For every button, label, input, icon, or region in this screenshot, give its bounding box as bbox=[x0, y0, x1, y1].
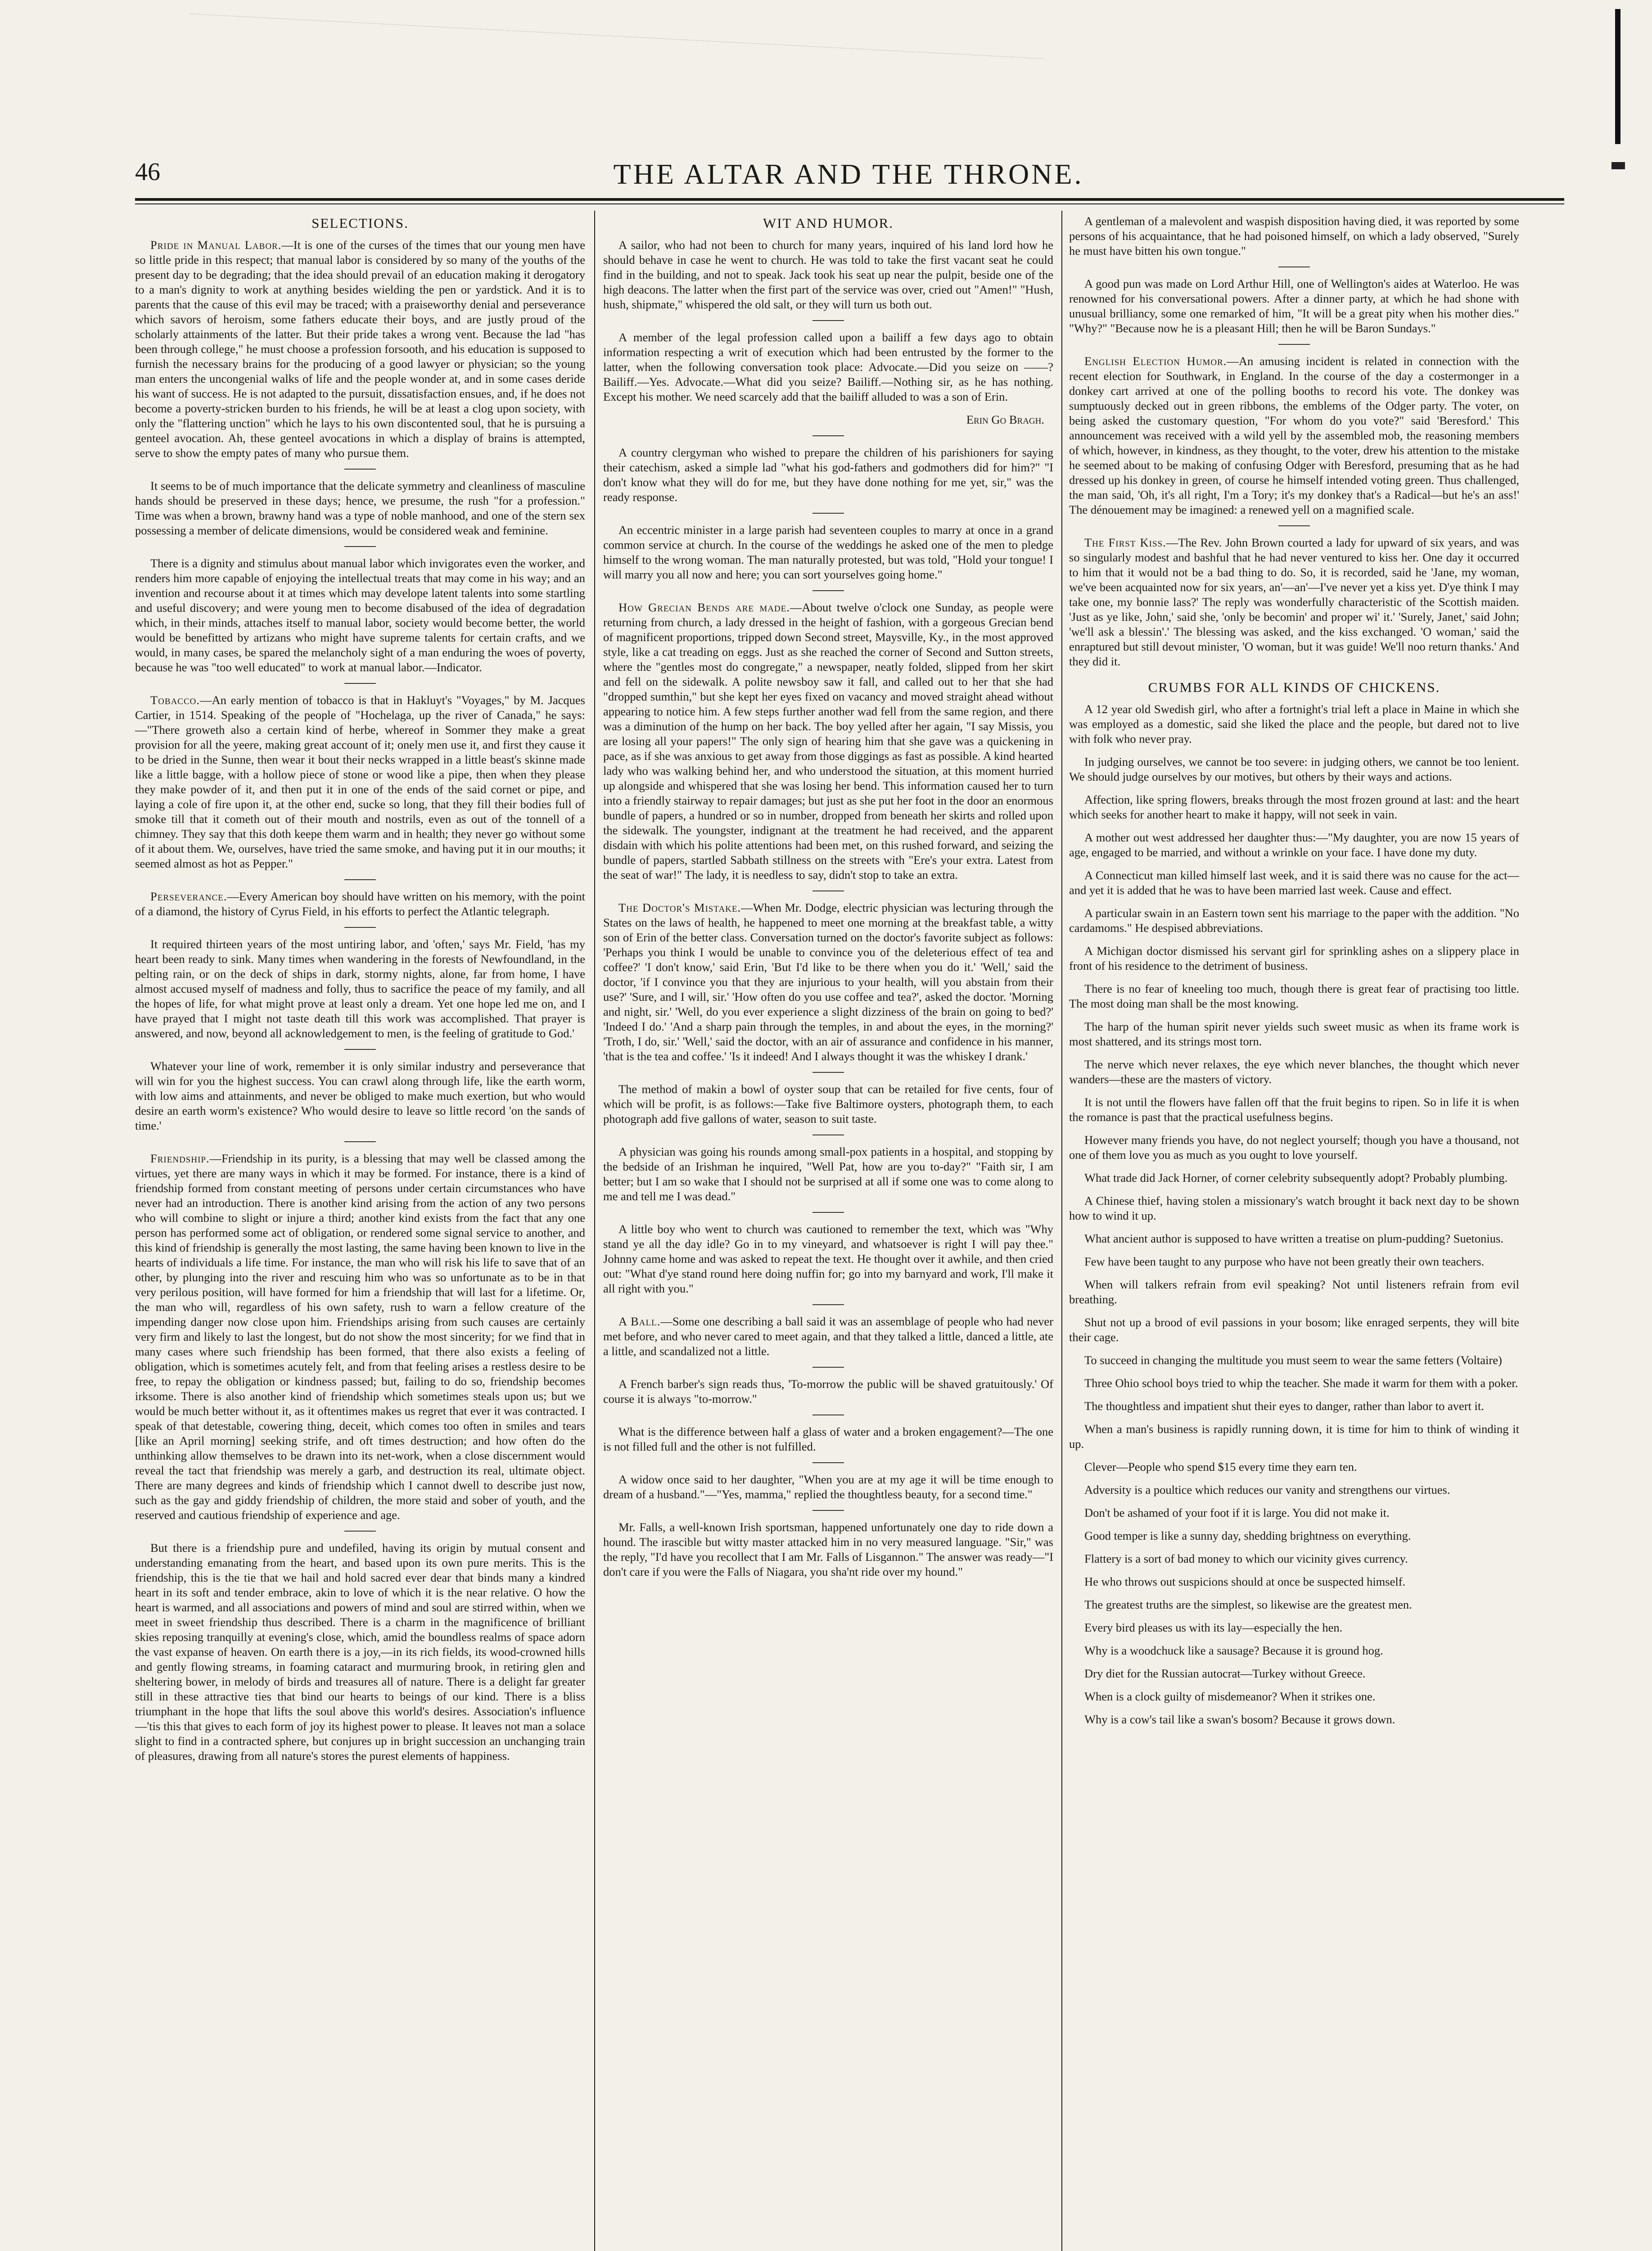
article-text: It seems to be of much importance that the delicate symmetry and cleanliness of masculine hands should be preserved in these days; hence, we presume, the rush "for a profession." Time was when a brown, brawny hand was a type of noble manhood, and one of the stern sex possessing a member of delicate dimensions, would be considered weak and feminine. bbox=[135, 479, 585, 537]
article-text: —Friendship in its purity, is a blessing that may well be classed among the virtues, yet there are many ways in which it may be formed. For instance, there is a kind of friendship formed from constant meeting of persons under certain circumstances who have never had an introduction. There is another kind arising from the action of any two persons who will combine to slight or injure a third; another kind exists from the fact that any one person has performed some act of obligation, or rendered some signal service to another, and this kind of friendship is generally the most lasting, the same having been known to live in the hearts of individuals a life time. For instance, the man who will risk his life to save that of an other, by plunging into the river and rescuing him who was so unfortunate as to be in that very perilous position, will have formed for him a friendship that will last for a lifetime. Or, the man who will, regardless of his own safety, rush to warn a fellow creature of the impending danger now close upon him. Friendships arising from such causes are certainly very firm and likely to last the longest, but do not show the most sincerity; for we find that in many cases where such friendship has been formed, that there also exists a feeling of obligation, which is sometimes acutely felt, and from that feeling arises a restless desire to be free, to repay the obligation or kindness passed; but, failing to do so, friendship becomes irksome. There is also another kind of friendship which sometimes steals upon us; but we would be much better without it, as it oftentimes makes us regret that ever it was contracted. I speak of that detestable, cowering thing, deceit, which comes too often in smiles and tears [like an April morning] seeking strife, and oft times destruction; and how often do the unthinking allow themselves to be drawn into its net-work, when a close discernment would reveal the tact that friendship was merely a garb, and destruction its real, ultimate object. There are many degrees and kinds of friendship which I cannot dwell to describe just now, such as the gay and giddy friendship of children, the more staid and sober of youth, and the reserved and cautious friendship of experience and age. bbox=[135, 1152, 585, 1522]
article-separator bbox=[812, 1367, 844, 1368]
article-paragraph bbox=[1069, 702, 1519, 746]
article-paragraph bbox=[1069, 1551, 1519, 1566]
article-text: The nerve which never relaxes, the eye which never blanches, the thought which never wanders—these are the masters of victory. bbox=[1069, 1058, 1519, 1086]
article-separator bbox=[1278, 344, 1310, 345]
article-text: When is a clock guilty of misdemeanor? When it strikes one. bbox=[1084, 1690, 1376, 1703]
article-text: Clever—People who spend $15 every time they earn ten. bbox=[1084, 1460, 1357, 1474]
article-separator bbox=[344, 879, 376, 880]
article-text: An eccentric minister in a large parish had seventeen couples to marry at once in a grand common service at church. In the course of the weddings he asked one of the men to pledge himself to the wrong woman. The man naturally protested, but was told, "Hold your tongue! I will marry you all now and here; you can sort yourselves going home." bbox=[603, 523, 1053, 581]
article-text: Flattery is a sort of bad money to which our vicinity gives currency. bbox=[1084, 1552, 1408, 1565]
article-paragraph bbox=[603, 1377, 1053, 1406]
column-selections bbox=[135, 214, 585, 2251]
article-paragraph bbox=[1069, 944, 1519, 973]
scan-edge-bar bbox=[1615, 9, 1620, 144]
article-text: A sailor, who had not been to church for many years, inquired of his land lord how he should behave in case he went to church. He was told to take the first vacant seat he could find in the building, and not to speak. Jack took his seat up near the pulpit, beside one of the high deacons. The latter when the first part of the service was over, cried out "Amen!" "Hush, hush, shipmate," whispered the old salt, or they will turn us both out. bbox=[603, 238, 1053, 311]
article-paragraph bbox=[1069, 1505, 1519, 1520]
page-header bbox=[135, 158, 1562, 189]
article-paragraph bbox=[1069, 1597, 1519, 1612]
article-text: A country clergyman who wished to prepare the children of his parishioners for saying their catechism, asked a simple lad "what his god-fathers and godmothers did for him?" "I don't know what they will do for me, but they have done nothing for me yet, sir," was the ready response. bbox=[603, 446, 1053, 504]
article-paragraph bbox=[1069, 1399, 1519, 1414]
article-text: When will talkers refrain from evil speaking? Not until listeners refrain from evil breathing. bbox=[1069, 1278, 1519, 1306]
article-text: Dry diet for the Russian autocrat—Turkey without Greece. bbox=[1084, 1667, 1366, 1680]
article-paragraph bbox=[1069, 830, 1519, 860]
article-separator bbox=[344, 1141, 376, 1142]
article-text: Good temper is like a sunny day, shedding brightness on everything. bbox=[1084, 1529, 1411, 1542]
article-separator bbox=[344, 1531, 376, 1532]
article-text: A member of the legal profession called upon a bailiff a few days ago to obtain information respecting a writ of execution which had been entrusted by the former to the latter, when the following conversation took place: Advocate.—Did you seize on ——? Bailiff.—Yes. Advocate.—What did you seize? Bailiff.—Nothing sir, as he has nothing. Except his mother. We need scarcely add that the bailiff alluded to was a son of Erin. bbox=[603, 330, 1053, 403]
article-paragraph bbox=[603, 1472, 1053, 1502]
article-text: A 12 year old Swedish girl, who after a fortnight's trial left a place in Maine in which she was employed as a domestic, said she liked the place and the people, but dared not to live with folk who never pray. bbox=[1069, 702, 1519, 746]
article-paragraph bbox=[1069, 1643, 1519, 1658]
article-paragraph bbox=[1069, 214, 1519, 258]
article-paragraph bbox=[135, 1059, 585, 1133]
article-paragraph bbox=[603, 900, 1053, 1064]
article-paragraph bbox=[1069, 1057, 1519, 1087]
article-paragraph bbox=[1069, 1376, 1519, 1391]
article-paragraph bbox=[1069, 1666, 1519, 1681]
article-paragraph bbox=[1069, 1019, 1519, 1049]
article-text: —The Rev. John Brown courted a lady for upward of six years, and was so singularly modest and bashful that he had never ventured to kiss her. One day it occurred to him that it would not be a bad thing to do. So, it is recorded, said he 'Jane, my woman, we've been acquainted now for six years, an'—an'—I've never yet a kiss yet. D'ye think I may take one, my bonnie lass?' The reply was wonderfully characteristic of the Scottish maiden. 'Just as ye like, John,' said she, 'only be becomin' and proper wi' it.' 'Surely, Janet,' said John; 'we'll ask a blessin'.' The blessing was asked, and the kiss exchanged. 'O woman,' said the enraptured but still devout minister, 'O woman, but it was guide! We'll noo return thanks.' And they did it. bbox=[1069, 536, 1519, 668]
article-separator bbox=[812, 320, 844, 321]
article-text: Three Ohio school boys tried to whip the teacher. She made it warm for them with a poker. bbox=[1084, 1376, 1518, 1390]
article-paragraph bbox=[1069, 1620, 1519, 1635]
article-text: To succeed in changing the multitude you must seem to wear the same fetters (Voltaire) bbox=[1084, 1353, 1502, 1367]
article-text: A particular swain in an Eastern town sent his marriage to the paper with the addition. "No cardamoms." He despised abbreviations. bbox=[1069, 906, 1519, 935]
article-lead: The First Kiss. bbox=[1084, 536, 1166, 549]
article-text: —An early mention of tobacco is that in Hakluyt's "Voyages," by M. Jacques Cartier, in 1514. Speaking of the people of "Hochelaga, up the river of Canada," he says:—"There groweth also a certain kind of herbe, whereof in Sommer they make a great provision for all the yeere, making great account of it; onely men use it, and first they cause it to be dried in the Sunne, then wear it bout their necks wrapped in a little beast's skinne made like a little bagge, with a hollow piece of stone or wood like a pipe, then when they please they make powder of it, and then put it in one of the ends of the said cornet or pipe, and laying a cole of fire upon it, at the other end, sucke so long, that they fill their bodies full of smoke till that it cometh out of their mouth and nostrils, even as out of the tonnell of a chimney. They say that this doth keepe them warm and in health; they never go without some of it about them. We, ourselves, have tried the same smoke, and having put it in our mouths; it seemed almost as hot as Pepper." bbox=[135, 693, 585, 870]
article-text: When a man's business is rapidly running down, it is time for him to think of winding it up. bbox=[1069, 1422, 1519, 1451]
article-paragraph bbox=[1069, 1689, 1519, 1704]
article-paragraph bbox=[135, 889, 585, 919]
article-paragraph bbox=[135, 479, 585, 538]
article-paragraph bbox=[1069, 906, 1519, 936]
article-paragraph bbox=[603, 1082, 1053, 1126]
article-text: In judging ourselves, we cannot be too severe: in judging others, we cannot be too lenient. We should judge ourselves by our motives, but others by their ways and actions. bbox=[1069, 755, 1519, 783]
article-paragraph bbox=[1069, 276, 1519, 336]
article-text: There is no fear of kneeling too much, though there is great fear of practising too little. The most doing man shall be the most knowing. bbox=[1069, 982, 1519, 1010]
article-text: It is not until the flowers have fallen off that the fruit begins to ripen. So in life it is when the romance is past that the practical usefulness begins. bbox=[1069, 1095, 1519, 1124]
article-text: Shut not up a brood of evil passions in your bosom; like enraged serpents, they will bite their cage. bbox=[1069, 1315, 1519, 1344]
article-separator bbox=[812, 590, 844, 591]
article-paragraph bbox=[1069, 1171, 1519, 1185]
article-lead: Friendship. bbox=[150, 1152, 210, 1165]
article-paragraph bbox=[1069, 1422, 1519, 1451]
article-separator bbox=[812, 513, 844, 514]
paper-title: THE ALTAR AND THE THRONE. bbox=[613, 158, 1084, 190]
article-paragraph bbox=[1069, 1712, 1519, 1727]
article-paragraph bbox=[1069, 1460, 1519, 1474]
article-paragraph bbox=[603, 445, 1053, 505]
article-text: But there is a friendship pure and undefiled, having its origin by mutual consent and understanding emanating from the heart, and based upon its own pure merits. This is the friendship, this is the tie that we hail and hold sacred ever dear that binds many a kindred heart in its soft and tender embrace, akin to love of which it is the near relative. O how the heart is warmed, and all associations and powers of mind and soul are stirred within, when we meet in sweet friendship thus described. There is a charm in the magnificence of brilliant skies reposing tranquilly at evening's close, which, amid the boundless realms of space adorn the vast expanse of heaven. On earth there is a joy,—in its rich fields, its wood-crowned hills and gently flowing streams, in foaming cataract and murmuring brook, in retiring glen and sheltering bower, in melody of birds and treasures all of nature. There is a delight far greater still in these attractive ties that bind our hearts to beings of our kind. There is a bliss triumphant in the hope that lifts the soul above this world's desires. Association's influence—'tis this that gives to each form of joy its highest power to please. It leaves not man a solace slight to find in a contracted sphere, but conjures up in bright succession an unchanging train of pleasures, drawing from all nature's stores the purest elements of happiness. bbox=[135, 1541, 585, 1763]
article-separator bbox=[344, 546, 376, 547]
article-paragraph bbox=[1069, 1277, 1519, 1307]
article-paragraph bbox=[1069, 755, 1519, 784]
article-separator bbox=[812, 890, 844, 891]
column-divider bbox=[1061, 211, 1062, 2251]
article-separator bbox=[812, 1212, 844, 1213]
article-separator bbox=[344, 927, 376, 928]
article-text: A Chinese thief, having stolen a missionary's watch brought it back next day to be shown how to wind it up. bbox=[1069, 1194, 1519, 1222]
article-paragraph bbox=[603, 1520, 1053, 1579]
article-text: What trade did Jack Horner, of corner celebrity subsequently adopt? Probably plumbing. bbox=[1084, 1171, 1508, 1184]
article-text: A widow once said to her daughter, "When you are at my age it will be time enough to dream of a husband."—"Yes, mamma," replied the thoughtless beauty, for a second time." bbox=[603, 1473, 1053, 1501]
article-paragraph bbox=[135, 693, 585, 871]
article-text: What ancient author is supposed to have written a treatise on plum-pudding? Suetonius. bbox=[1084, 1232, 1503, 1245]
article-paragraph bbox=[603, 1314, 1053, 1359]
article-lead: Perseverance. bbox=[150, 890, 227, 903]
paper-scratch-mark bbox=[190, 14, 1044, 61]
article-signature: Erin Go Bragh. bbox=[966, 413, 1044, 426]
article-text: Whatever your line of work, remember it is only similar industry and perseverance that will win for you the highest success. You can crawl along through life, like the earth worm, with low aims and attainments, and never be obliged to make much exertion, but who would desire an earth worm's existence? Who would desire to leave so little record 'on the sands of time.' bbox=[135, 1059, 585, 1132]
article-text: —About twelve o'clock one Sunday, as people were returning from church, a lady dressed in the height of fashion, with a gorgeous Grecian bend of magnificent proportions, tripped down Second street, Maysville, Ky., in the most approved style, like a cat treading on eggs. Just as she reached the corner of Second and Sutton streets, where the "gentles most do congregate," a newspaper, neatly folded, slipped from her skirt and fell on the sidewalk. A polite newsboy saw it fall, and called out to her that she had "dropped sumthin," but she kept her eyes fixed on vacancy and moved straight ahead without appearing to notice him. A few steps further another wad fell from the same region, and there was a diminution of the hump on her back. The boy yelled after her again, "I say Missis, you are losing all your papers!" The only sign of hearing him that she gave was a quickening in pace, as if she was anxious to get away from those diggings as fast as possible. A kind hearted lady who was walking behind her, and who understood the situation, at this moment hurried up alongside and whispered that she was losing her bend. This information caused her to turn into a friendly stairway to repair damages; but just as she put her foot in the door an enormous bundle of papers, a hundred or so in number, dropped from beneath her skirts and rolled upon the sidewalk. The youngster, indignant at the treatment he had received, and the apparent disdain with which his polite attentions had been met, on this rushed forward, and seizing the bundle of papers, startled Sabbath stillness on the streets with "Ere's your extra. Latest from the seat of war!" The lady, it is needless to say, didn't stop to take an extra. bbox=[603, 601, 1053, 881]
article-paragraph bbox=[135, 937, 585, 1041]
article-paragraph bbox=[1069, 535, 1519, 669]
section-heading: SELECTIONS. bbox=[311, 215, 409, 231]
article-paragraph bbox=[1069, 1231, 1519, 1246]
article-text: The thoughtless and impatient shut their eyes to danger, rather than labor to avert it. bbox=[1084, 1399, 1484, 1413]
article-text: A little boy who went to church was cautioned to remember the text, which was "Why stand ye all the day idle? Go in to my vineyard, and whatsoever is right I will pay thee." Johnny came home and was asked to repeat the text. He thought over it awhile, and then cried out: "What d'ye stand round here doing nuffin for; go into my barnyard and work, I'll make it all right with you." bbox=[603, 1222, 1053, 1295]
article-paragraph bbox=[135, 1541, 585, 1763]
article-text: Why is a cow's tail like a swan's bosom? Because it grows down. bbox=[1084, 1713, 1395, 1726]
header-rule-thin bbox=[135, 203, 1564, 204]
header-rule-thick bbox=[135, 198, 1564, 201]
article-text: A Michigan doctor dismissed his servant girl for sprinkling ashes on a slippery place in front of his residence to the detriment of business. bbox=[1069, 944, 1519, 972]
article-text: —It is one of the curses of the times that our young men have so little pride in this respect; that manual labor is considered by so many of the youths of the present day to be degrading; that the idea should prevail of an education making it derogatory to a man's dignity to work at anything besides wielding the pen or yardstick. And it is to parents that the cause of this evil may be traced; with a praiseworthy denial and perseverance which savors of heroism, some fathers educate their boys, and are justly proud of the scholarly attainments of the latter. But their pride takes a wrong vent. Because the lad "has been through college," he must choose a profession forsooth, and his education is supposed to furnish the necessary brains for the producing of a good lawyer or physician; so the young man enters the uncongenial walks of life and the people wonder at, and in some cases deride his want of success. He is not adapted to the pursuit, dissatisfaction ensues, and, if he does not become a poverty-stricken burden to his friends, he will be at least a clog upon society, with only the "flattering unction" which he lays to his own discontented soul, that he is pursuing a genteel avocation. Ah, these genteel avocations in which a display of brains is attempted, serve to show the empty pates of many who pursue them. bbox=[135, 238, 585, 460]
column-divider bbox=[594, 211, 595, 2251]
article-paragraph bbox=[1069, 1574, 1519, 1589]
article-lead: Tobacco. bbox=[150, 693, 200, 707]
article-paragraph bbox=[135, 238, 585, 461]
article-paragraph bbox=[1069, 1133, 1519, 1162]
article-paragraph bbox=[603, 238, 1053, 312]
article-text: —An amusing incident is related in connection with the recent election for Southwark, in England. In the course of the day a costermonger in a donkey cart arrived at one of the polling booths to record his vote. The donkey was sumptuously decked out in green ribbons, the emblems of the Odger party. The voter, on being asked the customary question, "For whom do you vote?" said 'Beresford.' This announcement was received with a wild yell by the assembled mob, the reasoning members of which, however, in kindness, as they thought, to the voter, drew his attention to the mistake he seemed about to be making of confusing Odger with Beresford, presuming that as he had dressed up his donkey in green, of course he himself intended voting green. Thus challenged, the man said, 'Oh, it's all right, I'm a Tory; it's my donkey that's a Radical—but he's an ass!' The dénouement may be imagined: a renewed yell on a magnified scale. bbox=[1069, 354, 1519, 516]
article-text: A French barber's sign reads thus, 'To-morrow the public will be shaved gratuitously.' Of course it is always "to-morrow." bbox=[603, 1377, 1053, 1406]
article-separator bbox=[344, 683, 376, 684]
article-text: Every bird pleases us with its lay—especially the hen. bbox=[1084, 1621, 1343, 1634]
article-text: Don't be ashamed of your foot if it is large. You did not make it. bbox=[1084, 1506, 1390, 1519]
article-lead: The Doctor's Mistake. bbox=[618, 901, 741, 914]
article-separator bbox=[812, 435, 844, 436]
article-paragraph bbox=[1069, 1353, 1519, 1368]
article-paragraph bbox=[603, 523, 1053, 582]
article-paragraph bbox=[1069, 981, 1519, 1011]
article-text: There is a dignity and stimulus about manual labor which invigorates even the worker, and renders him more capable of enjoying the intellectual treats that may come in his way; and an invention and recourse about it at times which may develope latent talents into some startling and useful discovery; and were young men to become disabused of the idea of degradation which, in their minds, attaches itself to manual labor, society would become better, the world would be benefitted by artizans who might have supreme talents for certain crafts, and we would, in many cases, be spared the melancholy sight of a man enduring the woes of poverty, because he was "too well educated" to work at manual labor.—Indicator. bbox=[135, 556, 585, 674]
article-text: Affection, like spring flowers, breaks through the most frozen ground at last: and the heart which seeks for another heart to make it happy, will not seek in vain. bbox=[1069, 793, 1519, 821]
article-paragraph bbox=[1069, 1528, 1519, 1543]
article-separator bbox=[344, 1049, 376, 1050]
article-text: A mother out west addressed her daughter thus:—"My daughter, you are now 15 years of age, engaged to be married, and without a wrinkle on your face. I have done my duty. bbox=[1069, 831, 1519, 859]
article-paragraph bbox=[603, 1424, 1053, 1454]
article-text: Adversity is a poultice which reduces our vanity and strengthens our virtues. bbox=[1084, 1483, 1450, 1496]
article-paragraph bbox=[1069, 354, 1519, 517]
article-paragraph bbox=[603, 330, 1053, 404]
article-separator bbox=[812, 1510, 844, 1511]
article-paragraph bbox=[1069, 1315, 1519, 1345]
article-lead: Pride in Manual Labor. bbox=[150, 238, 282, 252]
article-text: —Every American boy should have written on his memory, with the point of a diamond, the history of Cyrus Field, in his efforts to perfect the Atlantic telegraph. bbox=[135, 890, 585, 918]
article-separator bbox=[812, 1304, 844, 1305]
article-lead: A Ball. bbox=[618, 1315, 661, 1328]
article-separator bbox=[812, 1072, 844, 1073]
article-separator bbox=[812, 1462, 844, 1463]
article-lead: English Election Humor. bbox=[1084, 354, 1227, 368]
scan-edge-mark bbox=[1611, 162, 1625, 169]
article-paragraph bbox=[603, 1144, 1053, 1204]
article-text: Why is a woodchuck like a sausage? Because it is ground hog. bbox=[1084, 1644, 1383, 1657]
article-separator bbox=[344, 469, 376, 470]
article-lead: How Grecian Bends are made. bbox=[618, 601, 790, 614]
article-paragraph bbox=[603, 1222, 1053, 1296]
article-paragraph bbox=[1069, 792, 1519, 822]
article-paragraph bbox=[1069, 1095, 1519, 1125]
article-text: What is the difference between half a glass of water and a broken engagement?—The one is not filled full and the other is not fulfilled. bbox=[603, 1425, 1053, 1453]
article-paragraph bbox=[135, 1151, 585, 1523]
column-crumbs bbox=[1069, 214, 1519, 2251]
article-text: The harp of the human spirit never yields such sweet music as when its frame work is most shattered, and its strings most torn. bbox=[1069, 1020, 1519, 1048]
article-text: Few have been taught to any purpose who have not been greatly their own teachers. bbox=[1084, 1255, 1485, 1268]
article-text: —When Mr. Dodge, electric physician was lecturing through the States on the laws of health, he happened to meet one morning at the breakfast table, a witty son of Erin of the better class. Conversation turned on the doctor's favorite subject as follows: 'Perhaps you think I would be unable to convince you of the deleterious effect of tea and coffee?' 'I don't know,' said Erin, 'But I'd like to be there when you do it.' 'Well,' said the doctor, 'if I convince you that they are injurious to your health, will you abstain from their use?' 'Sure, and I will, sir.' 'How often do you use coffee and tea?', asked the doctor. 'Morning and night, sir.' 'Well, do you ever experience a slight dizziness of the brain on going to bed?' 'Indeed I do.' 'And a sharp pain through the temples, in and about the eyes, in the morning?' 'Troth, I do, sir.' 'Well,' said the doctor, with an air of assurance and confidence in his manner, 'that is the tea and coffee.' 'Is it indeed! And I always thought it was the whiskey I drank.' bbox=[603, 901, 1053, 1063]
column-wit-and-humor bbox=[603, 214, 1053, 2251]
article-paragraph bbox=[1069, 868, 1519, 898]
article-text: He who throws out suspicions should at once be suspected himself. bbox=[1084, 1575, 1406, 1588]
article-text: The method of makin a bowl of oyster soup that can be retailed for five cents, four of which will be profit, is as follows:—Take five Baltimore oysters, photograph them, to each photograph add five gallons of water, season to suit taste. bbox=[603, 1082, 1053, 1126]
article-text: A good pun was made on Lord Arthur Hill, one of Wellington's aides at Waterloo. He was renowned for his conversational powers. After a dinner party, at which he had shone with unusual brilliancy, some one remarked of him, "It will be a great pity when his mother dies." "Why?" "Because now he is a pleasant Hill; then he will be Baron Sundays." bbox=[1069, 277, 1519, 335]
article-paragraph bbox=[1069, 1193, 1519, 1223]
article-text: A Connecticut man killed himself last week, and it is said there was no cause for the act—and yet it is added that he was to have been married last week. Cause and effect. bbox=[1069, 868, 1519, 897]
article-text: However many friends you have, do not neglect yourself; though you have a thousand, not one of them love you as much as you ought to love yourself. bbox=[1069, 1133, 1519, 1162]
article-paragraph bbox=[135, 556, 585, 675]
article-text: —Some one describing a ball said it was an assemblage of people who had never met before, and who never cared to meet again, and that they talked a little, danced a little, ate a little, and scandalized not a little. bbox=[603, 1315, 1053, 1358]
page-number: 46 bbox=[135, 158, 160, 186]
section-heading: WIT AND HUMOR. bbox=[763, 215, 894, 231]
article-text: A gentleman of a malevolent and waspish disposition having died, it was reported by some persons of his acquaintance, that he had poisoned himself, on which a lady observed, "Surely he must have bitten his own tongue." bbox=[1069, 214, 1519, 258]
article-separator bbox=[1278, 525, 1310, 526]
article-paragraph bbox=[1069, 1254, 1519, 1269]
article-text: The greatest truths are the simplest, so likewise are the greatest men. bbox=[1084, 1598, 1412, 1611]
article-paragraph bbox=[1069, 1483, 1519, 1497]
article-text: It required thirteen years of the most untiring labor, and 'often,' says Mr. Field, 'has my heart been ready to sink. Many times when wandering in the forests of Newfoundland, in the pelting rain, or on the deck of ships in dark, stormy nights, alone, far from home, I have almost accused myself of madness and folly, thus to sacrifice the peace of my family, and all the hopes of life, for what might prove at least only a dream. Yet one hope led me on, and I have prayed that I might not taste death till this work was accomplished. That prayer is answered, and now, beyond all acknowledgement to men, is the feeling of gratitude to God.' bbox=[135, 937, 585, 1040]
article-paragraph bbox=[603, 600, 1053, 882]
section-heading: CRUMBS FOR ALL KINDS OF CHICKENS. bbox=[1148, 679, 1440, 695]
article-text: Mr. Falls, a well-known Irish sportsman, happened unfortunately one day to ride down a hound. The irascible but witty master attacked him in no very measured language. "Sir," was the reply, "I'd have you recollect that I am Mr. Falls of Lisgannon." The answer was ready—"I don't care if you were the Falls of Niagara, you sha'nt ride over my hound." bbox=[603, 1520, 1053, 1578]
article-text: A physician was going his rounds among small-pox patients in a hospital, and stopping by the bedside of an Irishman he inquired, "Well Pat, how are you to-day?" "Faith sir, I am better; but I am so wake that I should not be surprised at all if some one was to come along to me and tell me I was dead." bbox=[603, 1145, 1053, 1203]
